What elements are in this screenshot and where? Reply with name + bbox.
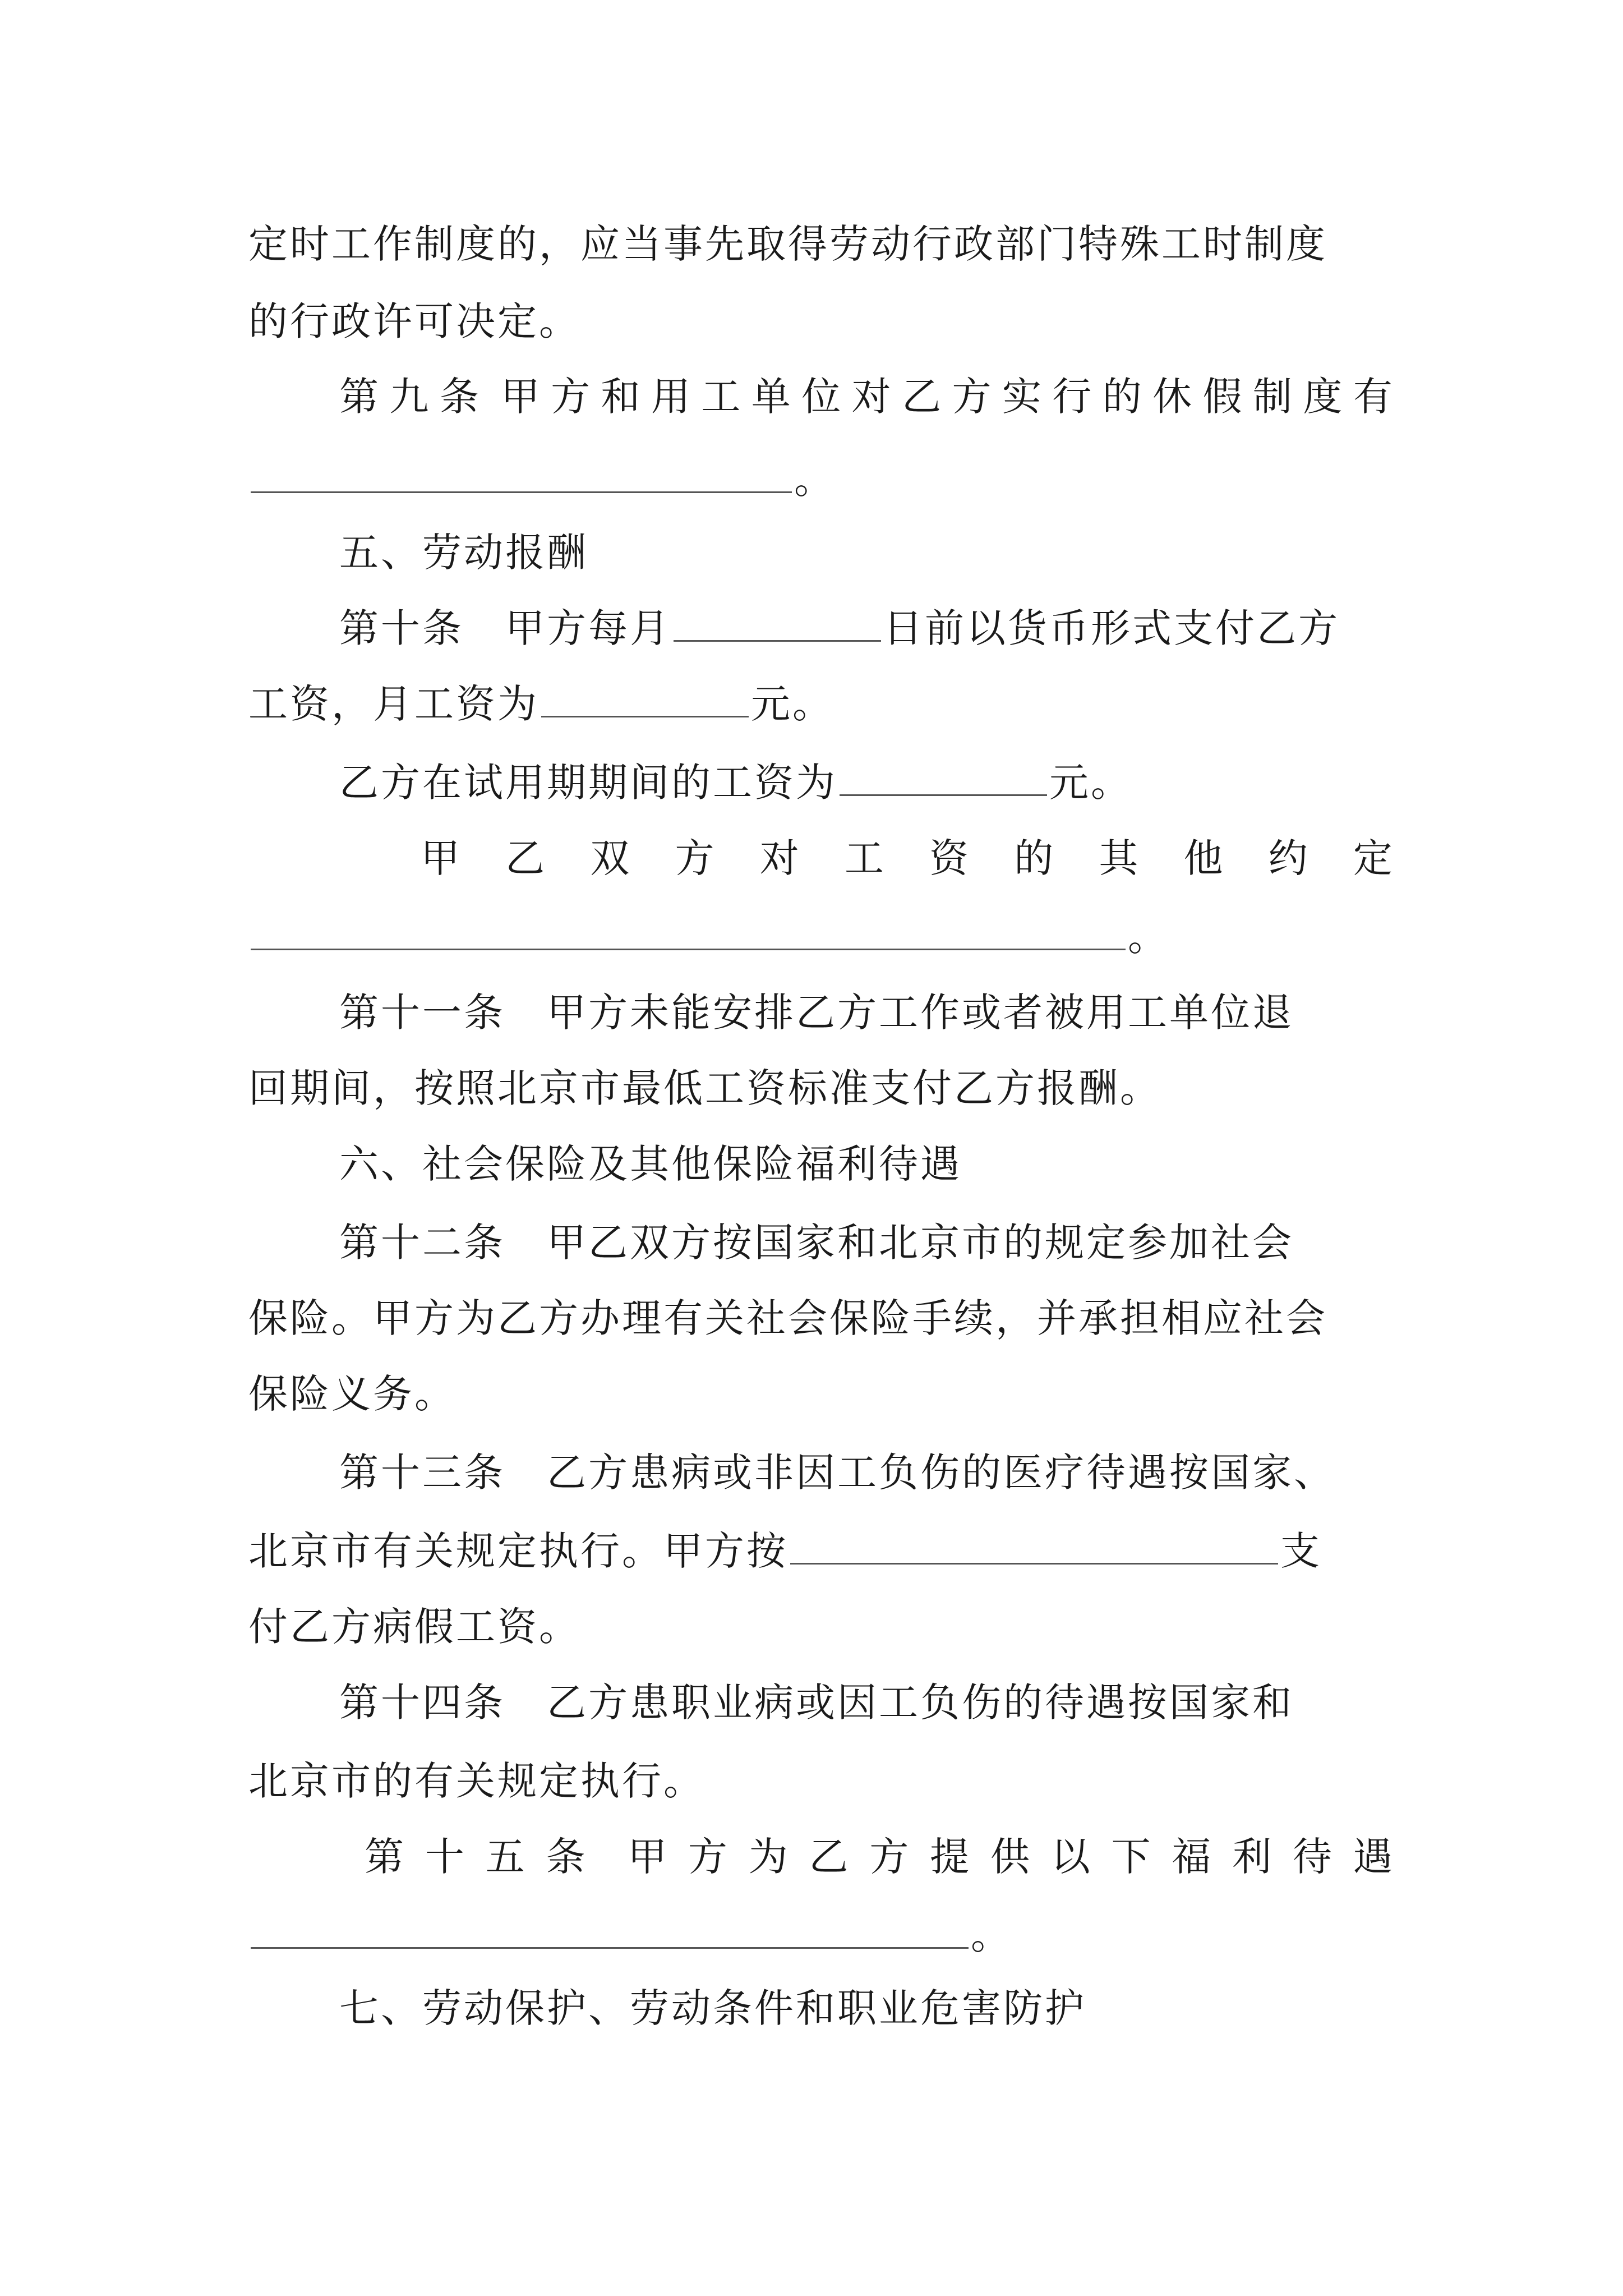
text-segment: 工资，月工资为 [248,681,539,727]
period: 。 [1128,914,1169,960]
text-segment: 日前以货币形式支付乙方 [883,605,1340,651]
paragraph-line [248,213,1393,275]
char: 九 [389,374,429,420]
text-line: 第十二条 甲乙双方按国家和北京市的规定参加社会 [339,1220,1294,1266]
paragraph-line [339,1442,1393,1503]
char: 甲 [628,1834,667,1880]
char: 位 [801,374,841,420]
text-line: 回期间，按照北京市最低工资标准支付乙方报酬。 [248,1065,1161,1111]
char: 下 [1111,1834,1151,1880]
char: 第 [365,1834,404,1880]
char: 假 [1202,374,1242,420]
paragraph-line [248,673,1393,735]
char: 为 [748,1834,788,1880]
char: 休 [1152,374,1192,420]
text-segment: 支 [1280,1528,1322,1574]
period: 。 [794,457,836,503]
char: 供 [990,1834,1030,1880]
text-segment: 第十条 甲方每月 [339,605,671,651]
char: 用 [651,374,690,420]
section-heading [339,1977,1393,2039]
text-segment: 北京市有关规定执行。甲方按 [248,1528,788,1574]
blank-line [248,1904,1393,1966]
fill-in-blank[interactable] [790,1524,1278,1565]
char: 定 [1353,835,1393,881]
char: 提 [930,1834,970,1880]
char: 五 [485,1834,525,1880]
paragraph-line [248,291,1393,352]
char: 乙 [505,835,545,881]
text-segment: 乙方在试用期期间的工资为 [339,760,837,806]
spread-line [421,827,1393,889]
char: 待 [1293,1834,1332,1880]
article-10-line [339,597,1393,659]
fill-in-blank[interactable] [674,601,881,642]
text-line: 第十四条 乙方患职业病或因工负伤的待遇按国家和 [339,1680,1294,1726]
text-line: 的行政许可决定。 [248,298,580,344]
paragraph-line [339,1212,1393,1273]
char: 资 [929,835,969,881]
char: 工 [701,374,741,420]
char: 遇 [1353,1834,1393,1880]
section-heading [339,522,1393,583]
period: 。 [971,1912,1012,1958]
char: 乙 [809,1834,849,1880]
char: 单 [751,374,791,420]
char: 条 [439,374,479,420]
char: 约 [1268,835,1308,881]
section-title: 六、社会保险及其他保险福利待遇 [339,1141,962,1187]
text-line: 保险。甲方为乙方办理有关社会保险手续，并承担相应社会 [248,1295,1327,1341]
text-line: 定时工作制度的，应当事先取得劳动行政部门特殊工时制度 [248,221,1327,267]
char: 有 [1353,374,1393,420]
paragraph-line [248,1596,1393,1658]
text-line: 付乙方病假工资。 [248,1604,580,1650]
article-15-line [365,1826,1393,1888]
char: 对 [759,835,799,881]
char: 甲 [421,835,460,881]
text-segment: 元。 [751,681,834,727]
text-line: 第十三条 乙方患病或非因工负伤的医疗待遇按国家、 [339,1450,1335,1496]
char: 方 [551,374,591,420]
char: 双 [590,835,630,881]
char: 的 [1102,374,1142,420]
paragraph-line [339,752,1393,813]
section-title: 七、劳动保护、劳动条件和职业危害防护 [339,1985,1086,2031]
char: 十 [425,1834,464,1880]
char: 行 [1052,374,1092,420]
char: 条 [546,1834,585,1880]
paragraph-line [339,1672,1393,1733]
char: 实 [1002,374,1041,420]
fill-in-blank[interactable] [840,755,1047,796]
fill-in-blank[interactable] [251,452,792,493]
paragraph-line [248,1363,1393,1425]
fill-in-blank[interactable] [251,1908,969,1949]
char: 第 [339,374,379,420]
char: 甲 [500,374,540,420]
text-line: 第十一条 甲方未能安排乙方工作或者被用工单位退 [339,990,1294,1036]
char: 方 [675,835,714,881]
paragraph-line [248,1057,1393,1119]
article-9-line [339,366,1393,427]
paragraph-line [248,1520,1393,1582]
char: 和 [601,374,640,420]
paragraph-line [248,1750,1393,1812]
text-segment: 元。 [1049,760,1132,806]
char: 方 [869,1834,909,1880]
section-heading [339,1133,1393,1195]
text-line: 保险义务。 [248,1371,456,1417]
char: 利 [1232,1834,1272,1880]
char: 度 [1303,374,1343,420]
paragraph-line [248,1287,1393,1349]
char: 方 [688,1834,727,1880]
char: 福 [1172,1834,1211,1880]
blank-line [248,449,1393,510]
char: 对 [851,374,891,420]
char: 工 [844,835,884,881]
char: 以 [1050,1834,1090,1880]
char: 他 [1183,835,1223,881]
char: 乙 [902,374,942,420]
text-line: 北京市的有关规定执行。 [248,1758,705,1804]
char: 方 [952,374,992,420]
fill-in-blank[interactable] [251,909,1126,950]
char: 的 [1014,835,1054,881]
section-title: 五、劳动报酬 [339,530,588,576]
paragraph-line [339,982,1393,1043]
char: 制 [1253,374,1293,420]
blank-line [248,906,1393,968]
char: 其 [1099,835,1138,881]
fill-in-blank[interactable] [541,677,749,717]
